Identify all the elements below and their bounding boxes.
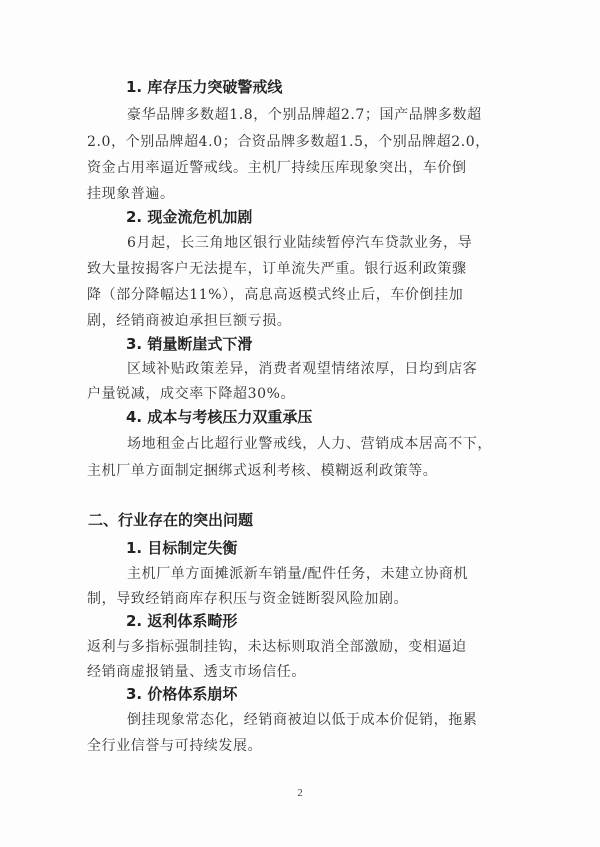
text-line: 倒挂现象常态化，经销商被迫以低于成本价促销，拖累 [127, 712, 478, 728]
text-line: 2.0，个别品牌超4.0；合资品牌多数超1.5，个别品牌超2.0， [87, 134, 490, 150]
text-line: 挂现象普遍。 [87, 186, 175, 202]
text-line: 致大量按揭客户无法提车，订单流失严重。银行返利政策骤 [87, 261, 467, 277]
text-line: 场地租金占比超行业警戒线，人力、营销成本居高不下， [127, 436, 492, 452]
section-heading: 1. 库存压力突破警戒线 [126, 78, 283, 96]
section-heading: 4. 成本与考核压力双重承压 [126, 408, 313, 426]
section-heading: 2. 现金流危机加剧 [126, 208, 253, 226]
text-line: 返利与多指标强制挂钩，未达标则取消全部激励，变相逼迫 [87, 639, 467, 655]
chapter-heading: 二、行业存在的突出问题 [88, 511, 254, 529]
section-heading: 3. 价格体系崩坏 [126, 685, 238, 703]
section-heading: 2. 返利体系畸形 [126, 612, 238, 630]
text-line: 经销商虚报销量、透支市场信任。 [87, 664, 306, 680]
section-heading: 3. 销量断崖式下滑 [126, 335, 253, 353]
text-line: 制，导致经销商库存积压与资金链断裂风险加剧。 [87, 591, 409, 607]
section-heading: 1. 目标制定失衡 [126, 539, 238, 557]
text-line: 区域补贴政策差异，消费者观望情绪浓厚，日均到店客 [127, 361, 478, 377]
text-line: 6月起，长三角地区银行业陆续暂停汽车贷款业务，导 [127, 235, 473, 251]
text-line: 全行业信誉与可持续发展。 [87, 738, 263, 754]
text-line: 主机厂单方面制定捆绑式返利考核、模糊返利政策等。 [87, 463, 438, 479]
text-line: 剧，经销商被迫承担巨额亏损。 [87, 313, 292, 329]
text-line: 资金占用率逼近警戒线。主机厂持续压库现象突出，车价倒 [87, 160, 467, 176]
text-line: 主机厂单方面摊派新车销量/配件任务，未建立协商机 [127, 566, 469, 582]
page-number: 2 [297, 787, 303, 799]
text-line: 豪华品牌多数超1.8，个别品牌超2.7；国产品牌多数超 [127, 107, 482, 123]
text-line: 户量锐减，成交率下降超30%。 [87, 386, 296, 402]
text-line: 降（部分降幅达11%），高息高返模式终止后，车价倒挂加 [87, 287, 464, 303]
